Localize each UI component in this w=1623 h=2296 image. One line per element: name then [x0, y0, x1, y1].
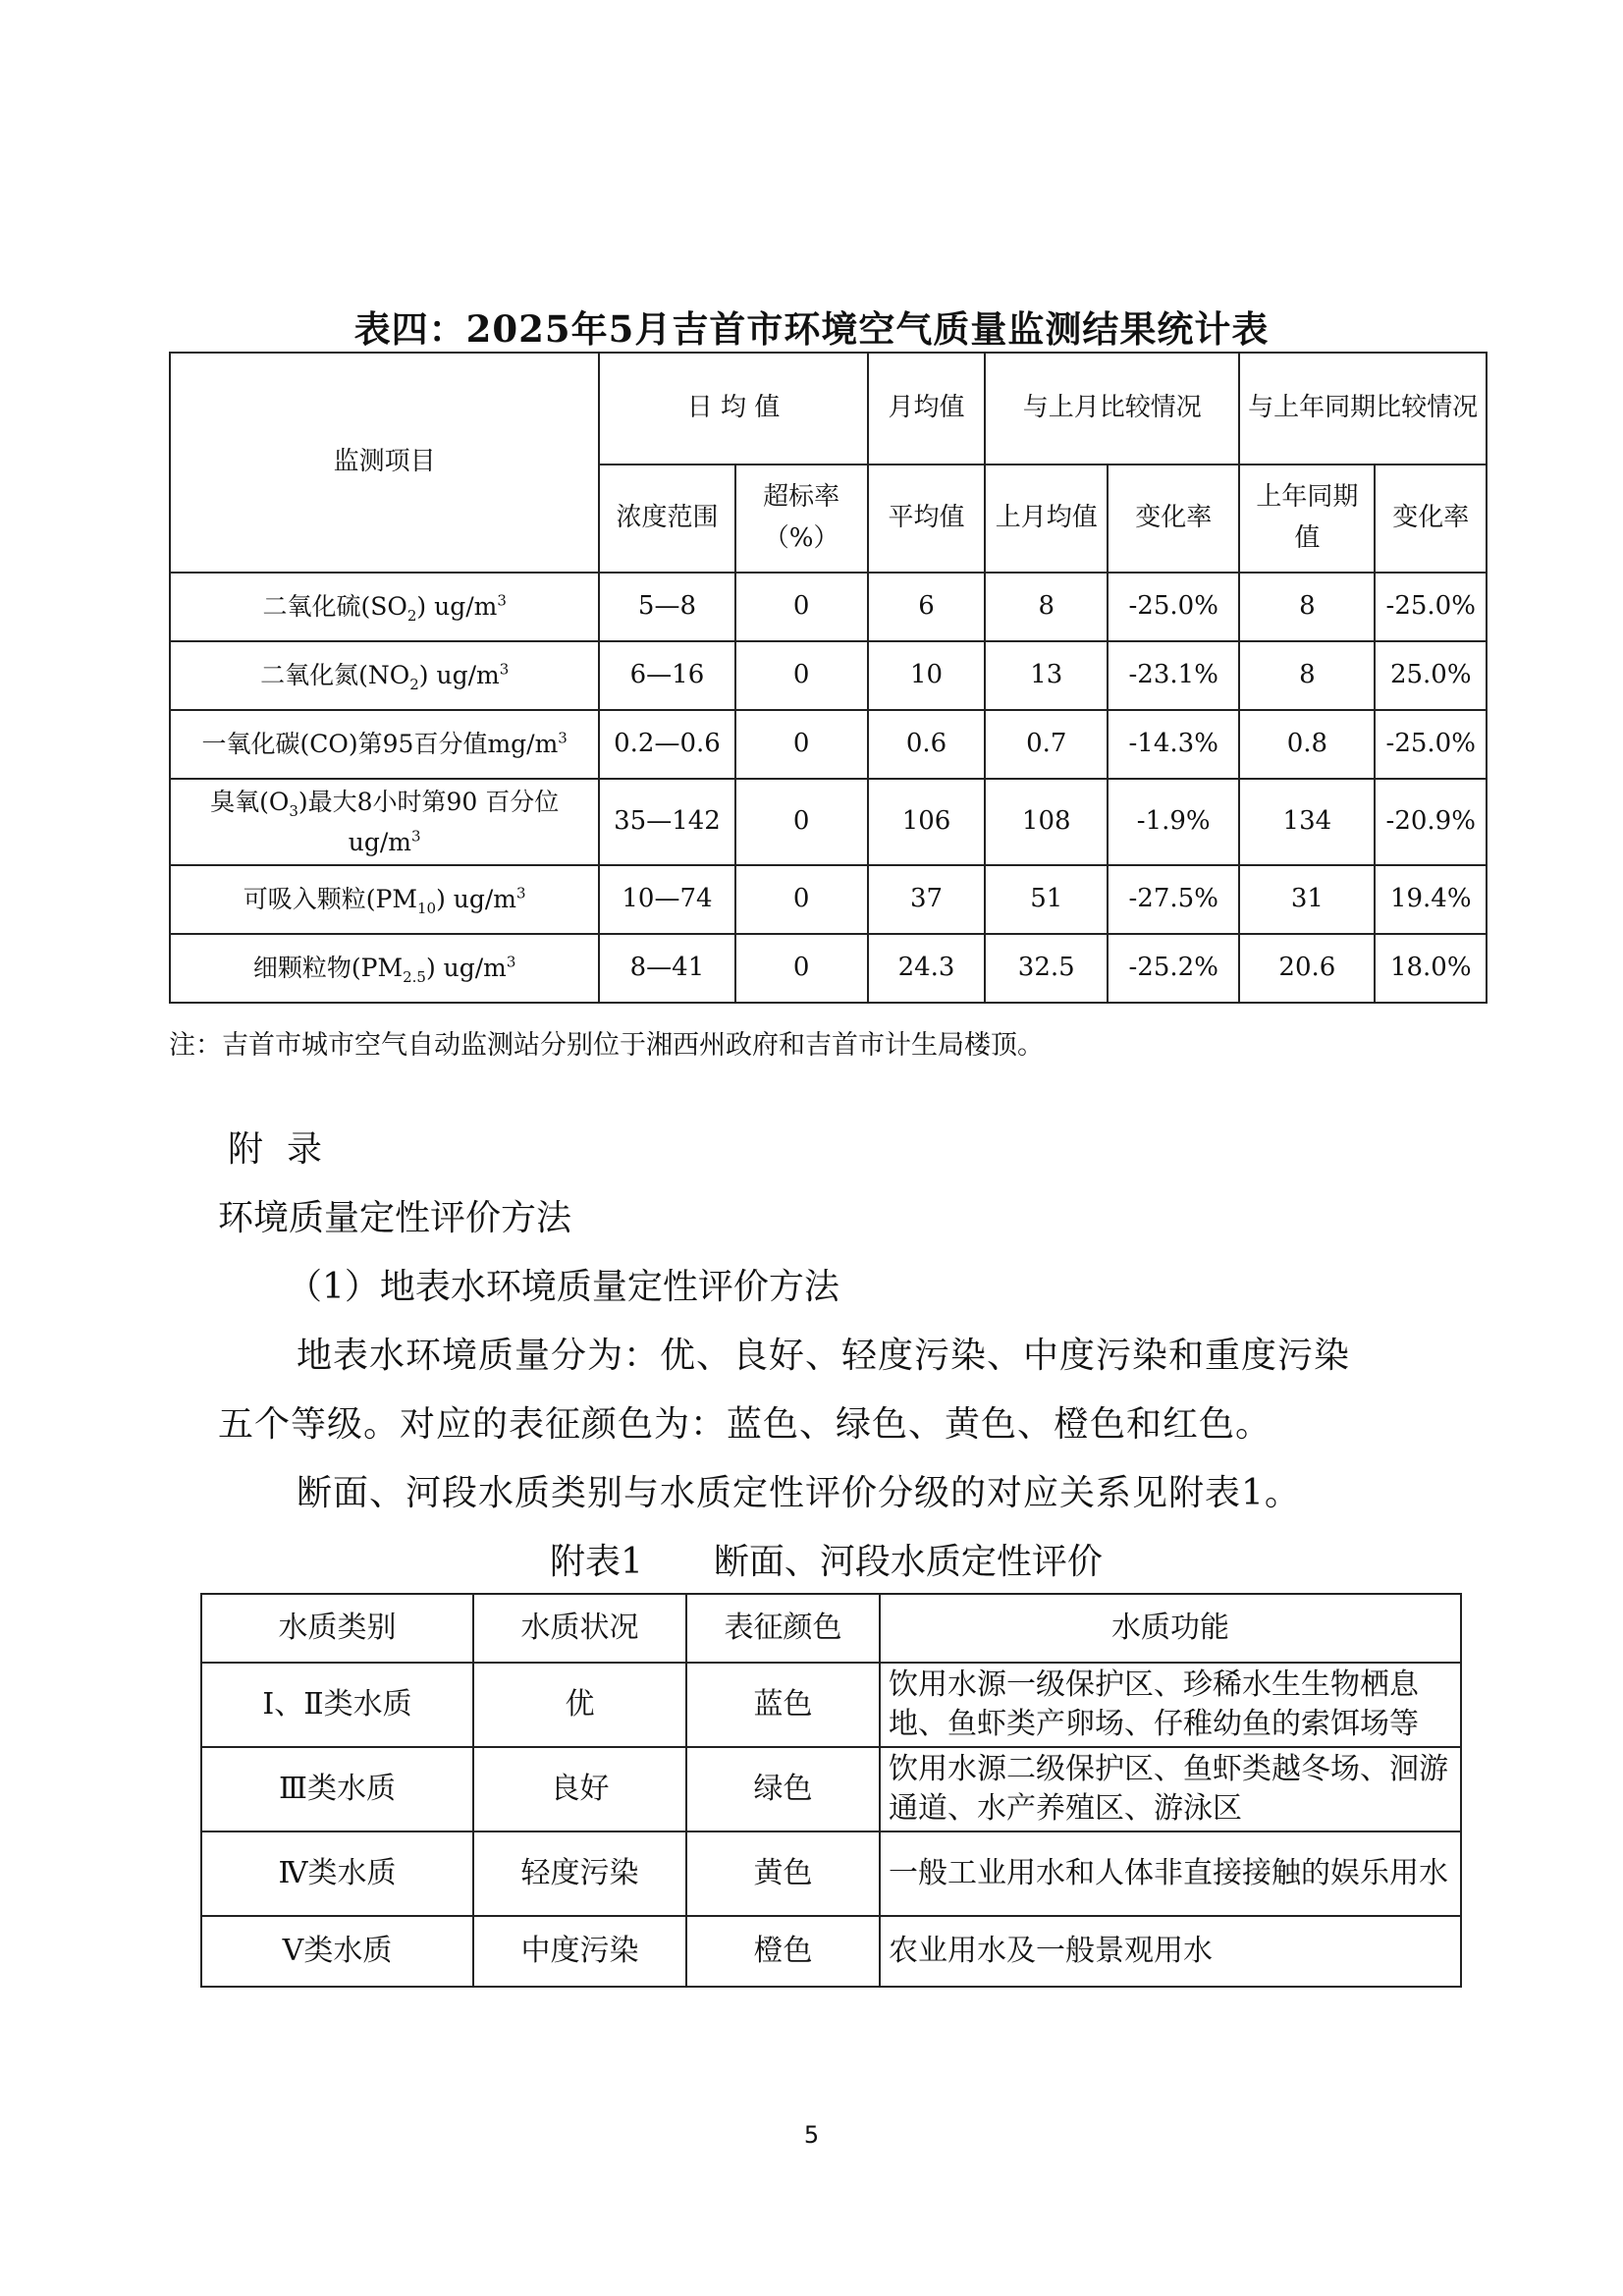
cell-range: 35—142	[599, 779, 734, 865]
pollutant-subscript: 10	[416, 899, 437, 917]
cell-range: 0.2—0.6	[599, 710, 734, 779]
cell-change-y: -20.9%	[1375, 779, 1487, 865]
cell-last-month: 13	[985, 641, 1108, 710]
cell-function: 农业用水及一般景观用水	[880, 1916, 1461, 1987]
unit-superscript: 3	[499, 660, 510, 679]
pollutant-unit-text: ) ug/m	[416, 591, 498, 621]
cell-range: 5—8	[599, 573, 734, 641]
header-exceed-rate: 超标率（%）	[735, 465, 868, 573]
pollutant-unit-text: ) ug/m	[436, 884, 517, 913]
pollutant-name	[170, 779, 599, 865]
unit-superscript: 3	[411, 827, 421, 846]
cell-function: 一般工业用水和人体非直接接触的娱乐用水	[880, 1831, 1461, 1916]
cell-function: 饮用水源二级保护区、鱼虾类越冬场、洄游通道、水产养殖区、游泳区	[880, 1747, 1461, 1831]
cell-color: 黄色	[686, 1831, 880, 1916]
cell-last-year: 8	[1239, 573, 1375, 641]
cell-class: Ⅴ类水质	[201, 1916, 473, 1987]
cell-avg: 37	[868, 865, 986, 934]
pollutant-name	[170, 710, 599, 779]
paragraph-2: 断面、河段水质类别与水质定性评价分级的对应关系见附表1。	[297, 1473, 1301, 1513]
header-change-rate: 变化率	[1108, 465, 1239, 573]
pollutant-name	[170, 865, 599, 934]
cell-change-m: -14.3%	[1108, 710, 1239, 779]
pollutant-subscript: 2	[406, 606, 417, 625]
cell-class: Ⅰ、Ⅱ类水质	[201, 1663, 473, 1747]
cell-last-year: 134	[1239, 779, 1375, 865]
cell-change-y: 25.0%	[1375, 641, 1487, 710]
cell-range: 6—16	[599, 641, 734, 710]
cell-change-y: 18.0%	[1375, 934, 1487, 1003]
header-average: 平均值	[868, 465, 986, 573]
cell-change-m: -25.2%	[1108, 934, 1239, 1003]
cell-last-month: 108	[985, 779, 1108, 865]
header-vs-last-year: 与上年同期比较情况	[1239, 353, 1487, 465]
cell-change-y: -25.0%	[1375, 573, 1487, 641]
cell-last-month: 51	[985, 865, 1108, 934]
cell-avg: 106	[868, 779, 986, 865]
pollutant-unit-text: ) ug/m	[425, 953, 507, 982]
table-row	[170, 779, 1487, 865]
cell-last-year: 8	[1239, 641, 1375, 710]
pollutant-name-text: 二氧化硫(SO	[262, 591, 407, 621]
cell-change-y: 19.4%	[1375, 865, 1487, 934]
cell-exceed: 0	[735, 934, 868, 1003]
cell-function: 饮用水源一级保护区、珍稀水生生物栖息地、鱼虾类产卵场、仔稚幼鱼的索饵场等	[880, 1663, 1461, 1747]
header-last-month-avg: 上月均值	[985, 465, 1108, 573]
cell-range: 8—41	[599, 934, 734, 1003]
cell-exceed: 0	[735, 641, 868, 710]
air-quality-table	[169, 352, 1488, 1004]
cell-avg: 0.6	[868, 710, 986, 779]
cell-last-month: 8	[985, 573, 1108, 641]
a1-header-status: 水质状况	[473, 1594, 686, 1663]
header-change-rate-2: 变化率	[1375, 465, 1487, 573]
cell-change-m: -23.1%	[1108, 641, 1239, 710]
cell-change-y: -25.0%	[1375, 710, 1487, 779]
pollutant-name-text: 二氧化氮(NO	[260, 660, 410, 689]
table-row	[201, 1747, 1461, 1831]
unit-superscript: 3	[558, 729, 568, 747]
pollutant-name	[170, 641, 599, 710]
cell-change-m: -1.9%	[1108, 779, 1239, 865]
table4-title: 表四：2025年5月吉首市环境空气质量监测结果统计表	[353, 307, 1270, 351]
appendix-table1-title: 附表1 断面、河段水质定性评价	[550, 1542, 1103, 1582]
unit-superscript: 3	[497, 591, 507, 610]
a1-header-function: 水质功能	[880, 1594, 1461, 1663]
cell-change-m: -25.0%	[1108, 573, 1239, 641]
cell-change-m: -27.5%	[1108, 865, 1239, 934]
appendix-heading: 附录	[228, 1129, 347, 1170]
header-last-year-same: 上年同期值	[1239, 465, 1375, 573]
pollutant-name-text: 臭氧(O	[210, 787, 290, 816]
paragraph-1-line-1: 地表水环境质量分为：优、良好、轻度污染、中度污染和重度污染	[297, 1336, 1351, 1376]
cell-range: 10—74	[599, 865, 734, 934]
cell-last-year: 20.6	[1239, 934, 1375, 1003]
cell-last-month: 32.5	[985, 934, 1108, 1003]
pollutant-subscript: 2	[409, 675, 419, 693]
paragraph-1-line-2: 五个等级。对应的表征颜色为：蓝色、绿色、黄色、橙色和红色。	[218, 1404, 1272, 1445]
pollutant-unit-text: ) ug/m	[418, 660, 500, 689]
pollutant-name-text: 可吸入颗粒(PM	[243, 884, 417, 913]
pollutant-subscript: 3	[289, 801, 298, 820]
table-row	[170, 865, 1487, 934]
cell-class: Ⅲ类水质	[201, 1747, 473, 1831]
table-row	[201, 1916, 1461, 1987]
cell-status: 良好	[473, 1747, 686, 1831]
unit-superscript: 3	[516, 884, 526, 902]
cell-avg: 24.3	[868, 934, 986, 1003]
table-row	[201, 1663, 1461, 1747]
water-quality-table	[200, 1593, 1462, 1988]
a1-header-class: 水质类别	[201, 1594, 473, 1663]
cell-avg: 10	[868, 641, 986, 710]
pollutant-unit-text: )最大8小时第90 百分位 ug/m	[298, 787, 560, 856]
pollutant-name-text: 细颗粒物(PM	[252, 953, 404, 982]
cell-status: 优	[473, 1663, 686, 1747]
page-number: 5	[803, 2121, 820, 2149]
table-row	[170, 641, 1487, 710]
pollutant-subscript: 2.5	[403, 967, 426, 986]
header-daily: 日 均 值	[599, 353, 867, 465]
table4-note: 注：吉首市城市空气自动监测站分别位于湘西州政府和吉首市计生局楼顶。	[169, 1030, 1044, 1061]
table-row	[170, 934, 1487, 1003]
header-range: 浓度范围	[599, 465, 734, 573]
cell-status: 轻度污染	[473, 1831, 686, 1916]
cell-avg: 6	[868, 573, 986, 641]
cell-last-month: 0.7	[985, 710, 1108, 779]
cell-last-year: 31	[1239, 865, 1375, 934]
cell-color: 橙色	[686, 1916, 880, 1987]
cell-last-year: 0.8	[1239, 710, 1375, 779]
table-row	[170, 710, 1487, 779]
cell-exceed: 0	[735, 779, 868, 865]
header-vs-last-month: 与上月比较情况	[985, 353, 1239, 465]
sub-heading: （1）地表水环境质量定性评价方法	[287, 1267, 839, 1307]
table-row	[170, 573, 1487, 641]
cell-exceed: 0	[735, 710, 868, 779]
table-row	[201, 1831, 1461, 1916]
pollutant-name	[170, 934, 599, 1003]
unit-superscript: 3	[506, 953, 516, 971]
cell-color: 蓝色	[686, 1663, 880, 1747]
cell-class: Ⅳ类水质	[201, 1831, 473, 1916]
pollutant-name-text: 一氧化碳(CO)第95百分值mg/m	[201, 729, 559, 758]
cell-color: 绿色	[686, 1747, 880, 1831]
method-heading: 环境质量定性评价方法	[218, 1198, 572, 1238]
header-monthly: 月均值	[868, 353, 986, 465]
a1-header-color: 表征颜色	[686, 1594, 880, 1663]
cell-exceed: 0	[735, 865, 868, 934]
header-item: 监测项目	[170, 353, 599, 573]
pollutant-name	[170, 573, 599, 641]
cell-status: 中度污染	[473, 1916, 686, 1987]
cell-exceed: 0	[735, 573, 868, 641]
